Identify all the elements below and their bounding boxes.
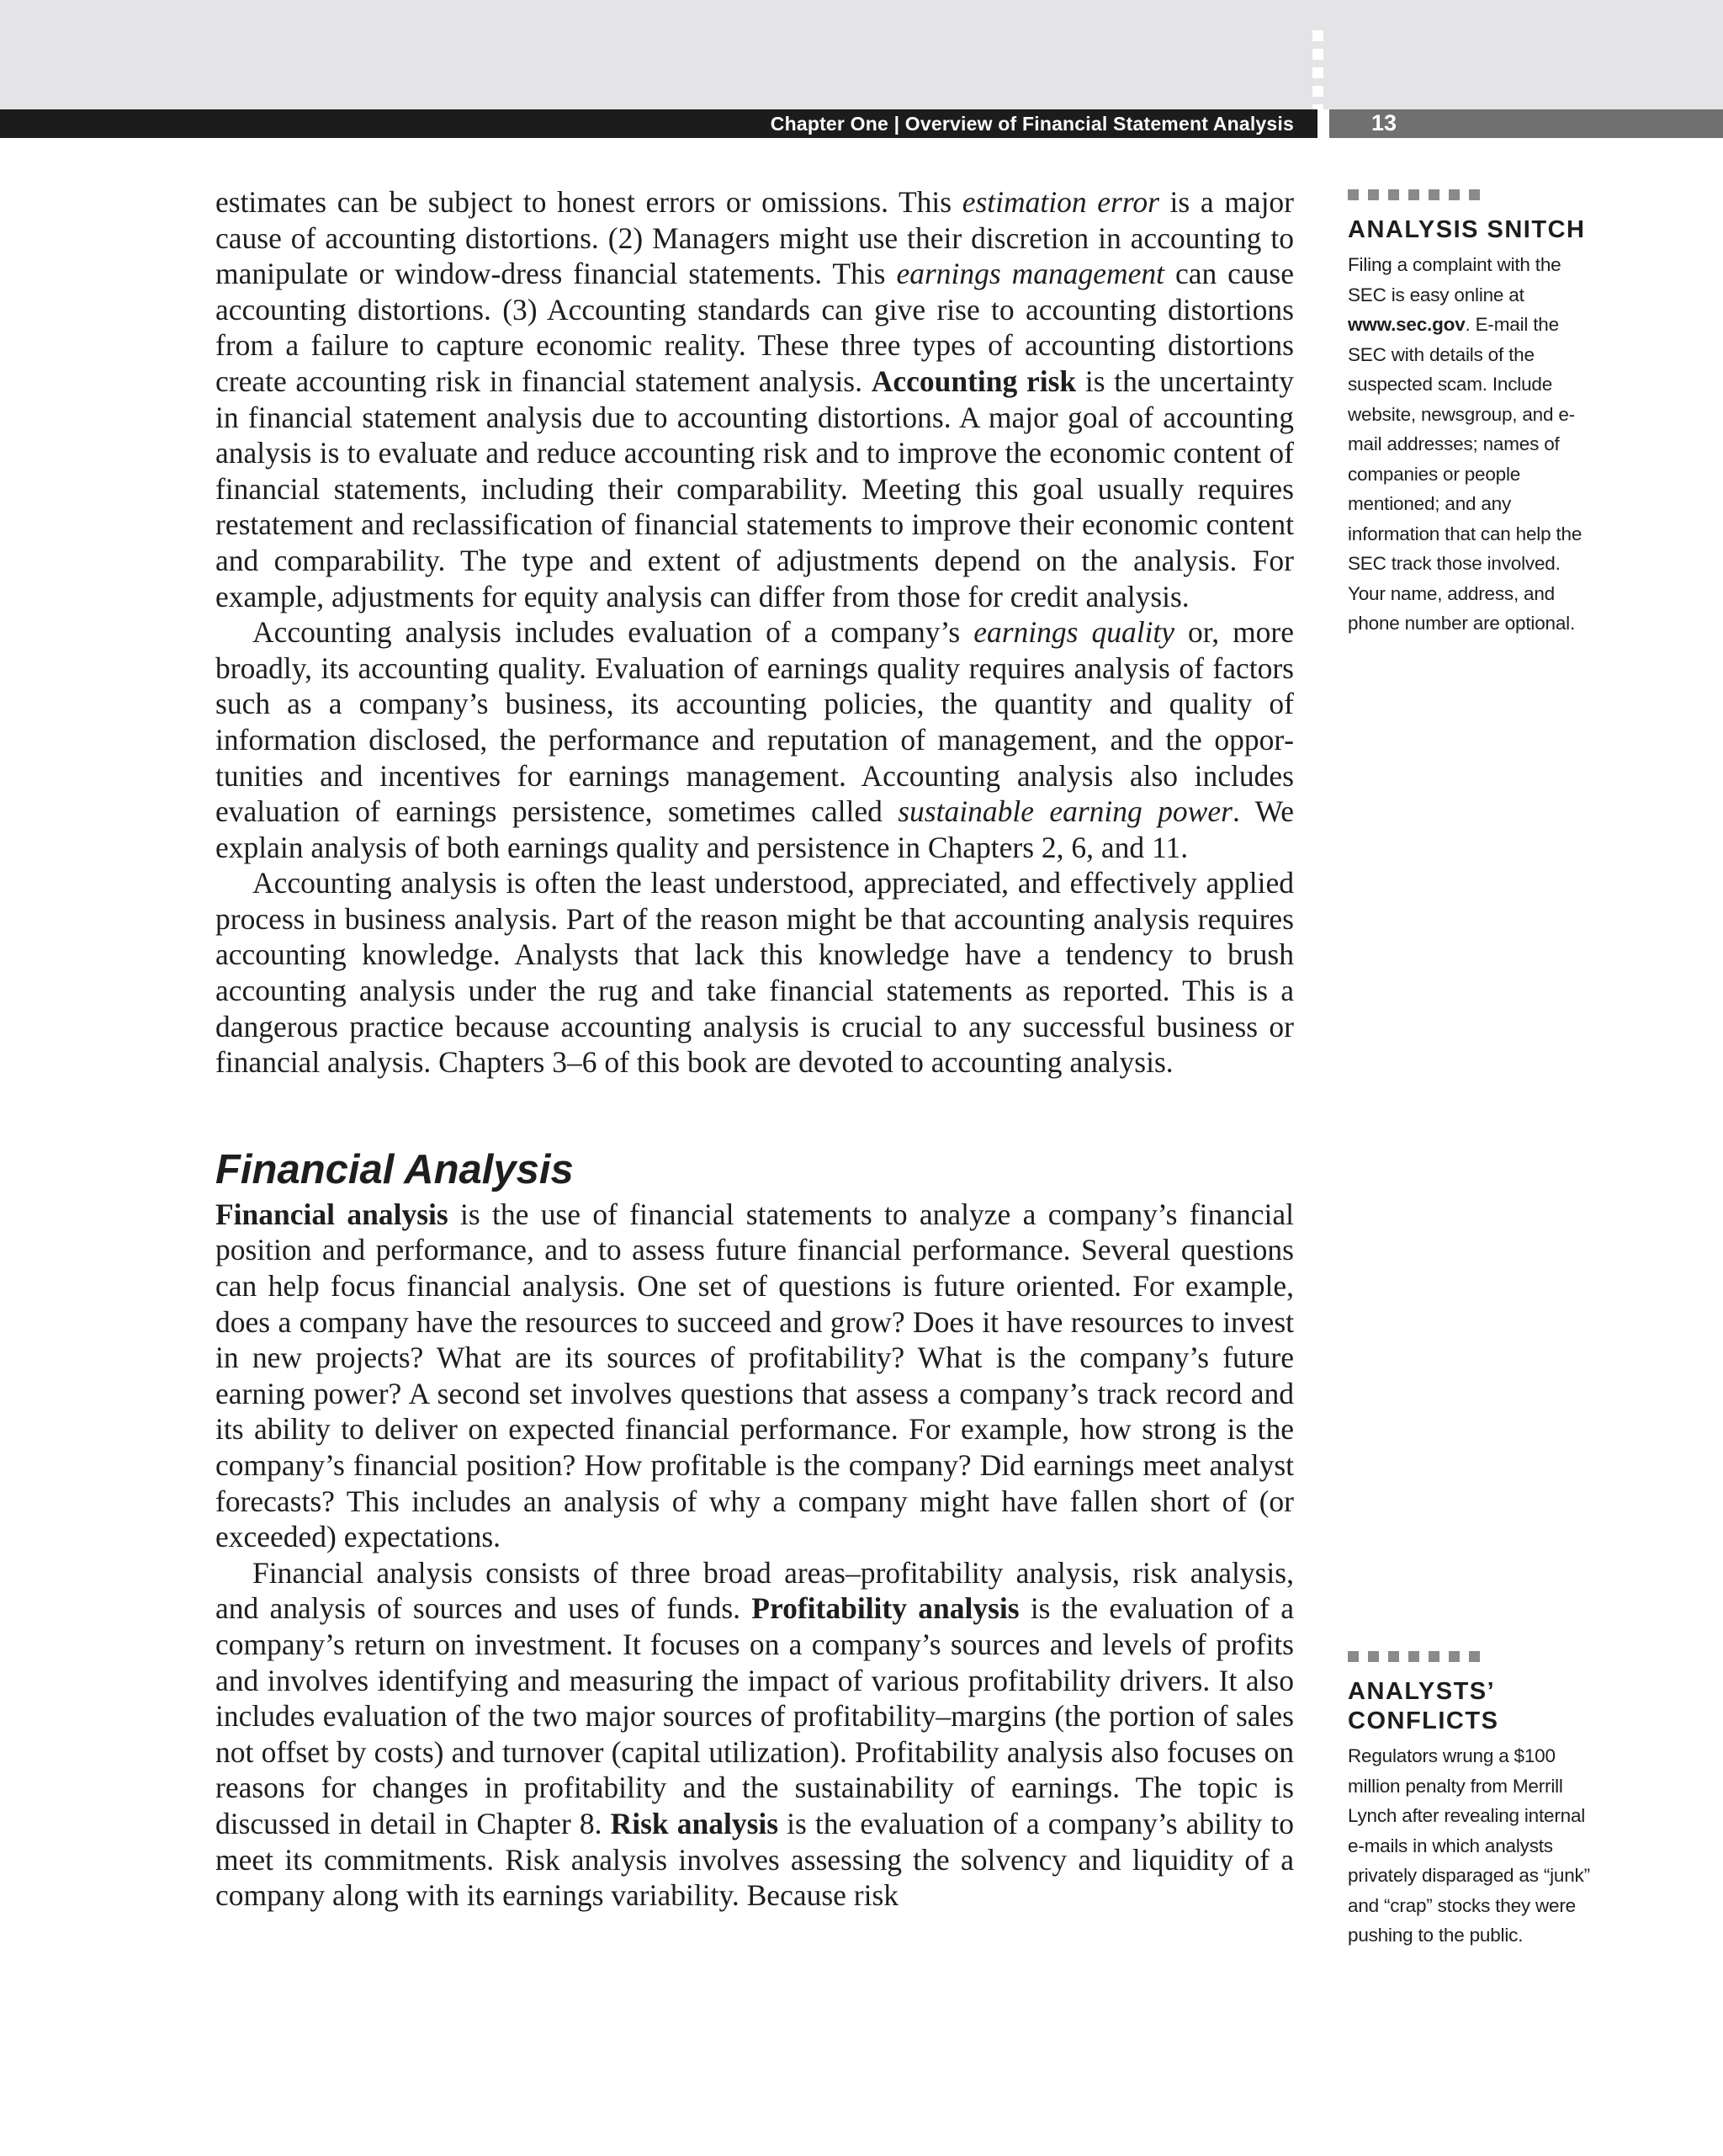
sidebar-title: ANALYSTS’ CONFLICTS — [1348, 1678, 1499, 1734]
sidebar-body: Filing a complaint with the SEC is easy online at www.sec.gov. E-mail the SEC with details of the suspected scam. Include website, newsgroup, and e-mail addresses; names of companies or people mentioned; and any information that can help the SEC track those involved. Your name, address, and phone number are optional. — [1348, 254, 1583, 634]
sec-website-link[interactable]: www.sec.gov — [1348, 314, 1466, 335]
sidebar-body: Regulators wrung a $100 million penalty from Merrill Lynch after revealing internal e-mails in which analysts privately disparaged as “junk” and “crap” stocks they were pushing to the public. — [1348, 1745, 1590, 1946]
sidebar-square-dots — [1348, 1651, 1600, 1662]
paragraph-earnings-quality: Accounting analysis includes evaluation of a company’s earnings quality or, more broadly, its accounting quality. Evaluation of earnings quality requires analysis of factors such as a company’s business, its accounting policies, the quantity and quality of information disclosed, the performance and reputation of management, and the opportunities and incentives for earnings management. Accounting analysis also includes evaluation of earnings persistence, sometimes called sustainable earning power. We explain analysis of both earnings quality and persistence in Chapters 2, 6, and 11. — [215, 615, 1295, 864]
sidebar-analysts-conflicts — [1348, 1651, 1600, 1951]
term-earnings-management: earnings management — [896, 257, 1165, 291]
running-header-title: Chapter One | Overview of Financial Statement Analysis — [770, 113, 1294, 135]
term-estimation-error: estimation error — [962, 185, 1159, 219]
sidebar-title: ANALYSIS SNITCH — [1348, 216, 1586, 243]
term-sustainable-earning-power: sustainable earning power — [898, 794, 1233, 829]
term-accounting-risk: Accounting risk — [871, 364, 1077, 398]
page-number-box — [1329, 109, 1723, 138]
paragraph-least-understood: Accounting analysis is often the least understood, appreciated, and effectively applied process in business analysis. Part of the reason might be that accounting analysis requires accounting knowledge. Analysts that lack this knowledge have a tendency to brush accounting analysis under the rug and take financial statements as reported. This is a dangerous practice because accounting analysis is crucial to any successful business or financial analysis. Chapters 3–6 of this book are devoted to accounting analysis. — [215, 866, 1294, 1080]
main-text-column — [215, 184, 1294, 1914]
sidebar-analysis-snitch — [1348, 189, 1600, 639]
term-risk-analysis: Risk analysis — [610, 1806, 779, 1840]
section-heading-financial-analysis: Financial Analysis — [215, 1146, 574, 1192]
top-margin-band — [0, 0, 1723, 109]
paragraph-financial-analysis-definition: Financial analysis is the use of financial statements to analyze a company’s financial position and performance, and to assess future financial performance. Several questions can help focus financial analysis. One set of questions is future oriented. For example, does a company have the resources to succeed and grow? Does it have resources to invest in new projects? What are its sources of profitability? What is the company’s future earning power? A second set involves questions that assess a company’s track record and its ability to deliver on expected financial performance. For example, how strong is the company’s financial position? How profitable is the company? Did earnings meet analyst forecasts? This includes an analysis of why a company might have fallen short of (or exceeded) expectations. — [215, 1197, 1295, 1554]
term-earnings-quality: earnings quality — [973, 615, 1175, 650]
running-header-bar — [0, 109, 1317, 138]
paragraph-three-broad-areas: Financial analysis consists of three broad areas–profitability analysis, risk analysis, and analysis of sources and uses of funds. Profitability analysis is the evaluation of a company’s return on investment. It focuses on a company’s sources and levels of profits and involves identifying and measuring the impact of various profitability drivers. It also includes evaluation of the two major sources of profitability–margins (the portion of sales not offset by costs) and turnover (capital utilization). Profitability analysis also focuses on reasons for changes in profitability and the sustainability of earnings. The topic is discussed in detail in Chapter 8. Risk analysis is the evaluation of a company’s ability to meet its commitments. Risk analysis involves assessing the solvency and liquidity of a company along with its earnings variability. Because risk — [215, 1555, 1294, 1913]
term-profitability-analysis: Profitability analysis — [751, 1591, 1020, 1626]
paragraph-accounting-distortions: estimates can be subject to honest errors or omissions. This estimation error is a major cause of accounting distortions. (2) Managers might use their discretion in accounting to manipulate or window-dress financial statements. This earnings management can cause accounting distortions. (3) Accounting standards can give rise to accounting distortions from a failure to capture economic reality. These three types of accounting distortions create accounting risk in financial statement analysis. Accounting risk is the uncertainty in financial statement analysis due to accounting distortions. A major goal of accounting analysis is to evaluate and reduce accounting risk and to improve the economic content of financial statements, including their comparability. Meeting this goal usually requires restatement and reclassification of financial statements to improve their economic content and comparability. The type and extent of adjustments depend on the analysis. For example, adjustments for equity analysis can differ from those for credit analysis. — [215, 185, 1295, 613]
term-financial-analysis: Financial analysis — [215, 1197, 448, 1231]
page-number: 13 — [1370, 110, 1397, 135]
sidebar-square-dots — [1348, 189, 1600, 200]
